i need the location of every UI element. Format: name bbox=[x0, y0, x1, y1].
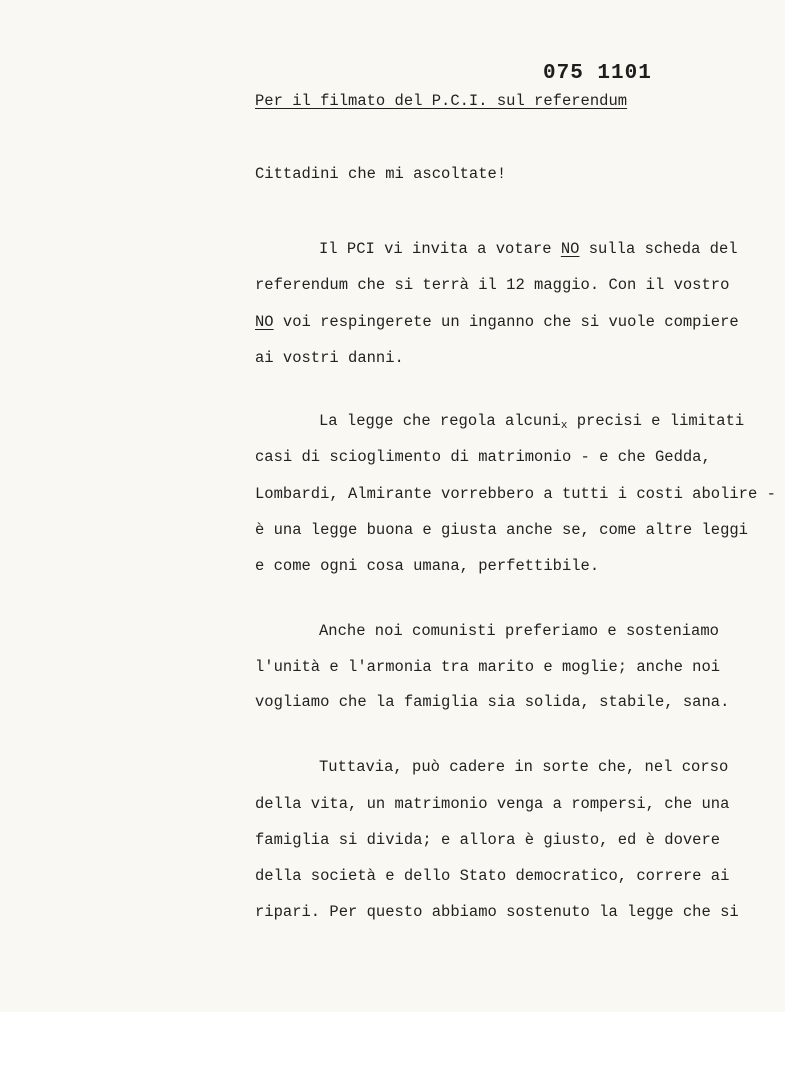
paragraph-2-line-2: casi di scioglimento di matrimonio - e che Gedda, bbox=[255, 448, 711, 466]
paragraph-4-line-5: ripari. Per questo abbiamo sostenuto la legge che si bbox=[255, 903, 739, 921]
scan-background bbox=[0, 1012, 785, 1080]
paragraph-3-line-2: l'unità e l'armonia tra marito e moglie; anche noi bbox=[255, 658, 721, 676]
paragraph-2-line-5: e come ogni cosa umana, perfettibile. bbox=[255, 557, 600, 575]
handwritten-mark: x bbox=[560, 420, 568, 432]
paragraph-4-line-1: Tuttavia, può cadere in sorte che, nel corso bbox=[319, 758, 729, 776]
no-underlined: NO bbox=[255, 313, 274, 331]
paragraph-1-line-1: Il PCI vi invita a votare NO sulla scheda del bbox=[319, 240, 738, 258]
paragraph-2-line-4: è una legge buona e giusta anche se, come altre leggi bbox=[255, 521, 748, 539]
document-number: 075 1101 bbox=[543, 62, 652, 85]
paragraph-2-line-3: Lombardi, Almirante vorrebbero a tutti i costi abolire - bbox=[255, 485, 776, 503]
paragraph-1-line-4: ai vostri danni. bbox=[255, 349, 404, 367]
paragraph-4-line-3: famiglia si divida; e allora è giusto, ed è dovere bbox=[255, 831, 721, 849]
greeting: Cittadini che mi ascoltate! bbox=[255, 165, 507, 183]
no-underlined: NO bbox=[560, 240, 580, 258]
paragraph-2-line-1: La legge che regola alcunix precisi e limitati bbox=[319, 412, 745, 432]
paragraph-3-line-1: Anche noi comunisti preferiamo e sosteniamo bbox=[319, 622, 719, 640]
document-title: Per il filmato del P.C.I. sul referendum bbox=[255, 92, 628, 110]
paragraph-4-line-4: della società e dello Stato democratico, correre ai bbox=[255, 867, 730, 885]
paragraph-4-line-2: della vita, un matrimonio venga a rompersi, che una bbox=[255, 795, 730, 813]
paragraph-3-line-3: vogliamo che la famiglia sia solida, stabile, sana. bbox=[255, 693, 730, 711]
paragraph-1-line-2: referendum che si terrà il 12 maggio. Con il vostro bbox=[255, 276, 730, 294]
paragraph-1-line-3: NO voi respingerete un inganno che si vuole compiere bbox=[255, 313, 739, 331]
